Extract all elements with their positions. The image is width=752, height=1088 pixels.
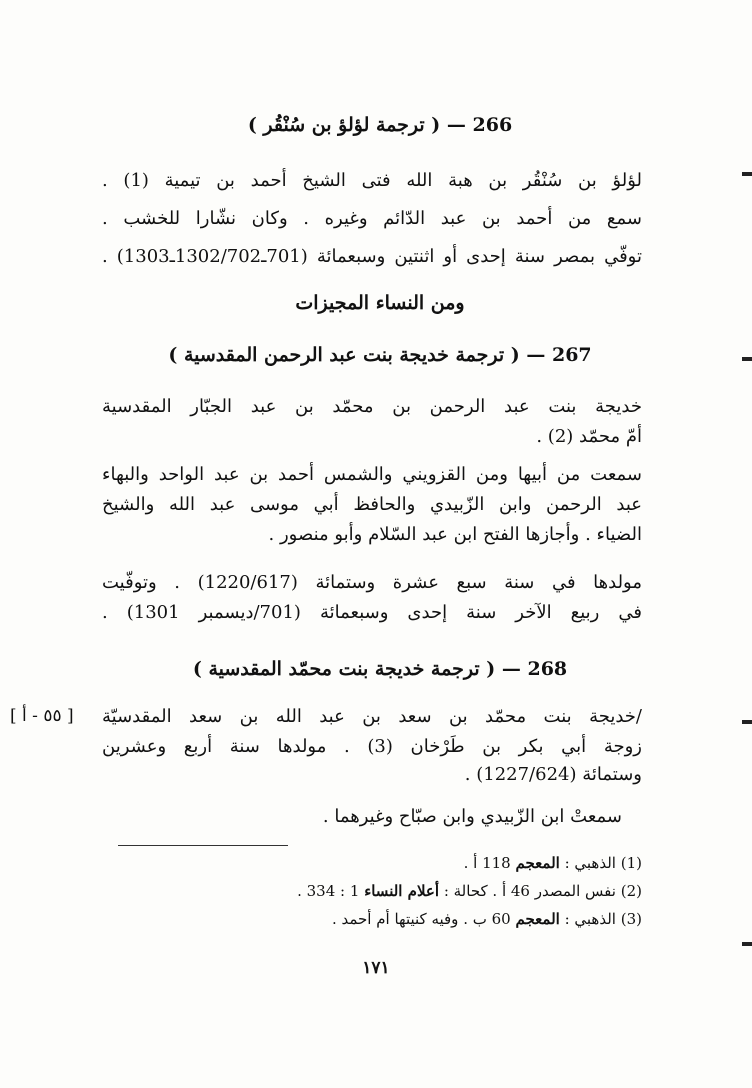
margin-folio-note: [ ٥٥ - أ ] [10, 706, 74, 726]
scan-edge-mark [742, 942, 752, 946]
scan-edge-mark [742, 357, 752, 361]
entry-267-line-1: خديجة بنت عبد الرحمن بن محمّد بن عبد الجبّار المقدسية [102, 396, 642, 417]
footnote-1-number: (1) [620, 854, 642, 872]
footnote-1-pre: الذهبي : [559, 854, 616, 872]
entry-267-line-6: مولدها في سنة سبع عشرة وستمائة (1220/617) . وتوفّيت [102, 572, 642, 593]
entry-268-heading: 268 — ( ترجمة خديجة بنت محمّد المقدسية ) [192, 658, 568, 680]
footnote-3-post: 60 ب . وفيه كنيتها أم أحمد . [331, 910, 516, 928]
page-number: ١٧١ [362, 958, 390, 978]
entry-266-heading: 266 — ( ترجمة لؤلؤ بن سُنْقُر ) [247, 114, 513, 136]
footnote-2-post: 1 : 334 . [297, 882, 365, 900]
entry-268-line-1: /خديجة بنت محمّد بن سعد بن عبد الله بن سعد المقدسيّة [102, 706, 642, 727]
footnote-2 [297, 882, 642, 900]
footnote-divider [118, 845, 288, 846]
footnote-2-number: (2) [620, 882, 642, 900]
entry-268-line-3: وستمائة (1227/624) . [464, 764, 642, 785]
footnote-1 [464, 854, 642, 872]
entry-267-line-7: في ربيع الآخر سنة إحدى وسبعمائة (701/ديسمبر 1301) . [102, 602, 643, 623]
section-title: ومن النساء المجيزات [295, 292, 465, 314]
entry-266-line-3: توفّي بمصر سنة إحدى أو اثنتين وسبعمائة (701ـ1302/702ـ1303) . [102, 246, 642, 267]
footnote-2-title: أعلام النساء [364, 882, 440, 900]
footnote-2-pre: نفس المصدر 46 أ . كحالة : [439, 882, 616, 900]
entry-267-heading: 267 — ( ترجمة خديجة بنت عبد الرحمن المقدسية ) [168, 344, 592, 366]
footnote-3-title: المعجم [515, 910, 560, 928]
entry-267-line-2: أمّ محمّد (2) . [536, 426, 642, 447]
footnote-3 [332, 910, 642, 928]
scan-edge-mark [742, 720, 752, 724]
entry-266-line-1: لؤلؤ بن سُنْقُر بن هبة الله فتى الشيخ أحمد بن تيمية (1) . [102, 170, 642, 191]
entry-267-line-5: الضياء . وأجازها الفتح ابن عبد السّلام وأبو منصور . [268, 524, 642, 545]
entry-267-line-3: سمعت من أبيها ومن القزويني والشمس أحمد بن عبد الواحد والبهاء [102, 464, 642, 485]
entry-267-line-4: عبد الرحمن وابن الزّبيدي والحافظ أبي موسى عبد الله والشيخ [102, 494, 642, 515]
footnote-1-title: المعجم [515, 854, 560, 872]
entry-268-line-2: زوجة أبي بكر بن طَرْخان (3) . مولدها سنة أربع وعشرين [102, 736, 642, 757]
footnote-3-pre: الذهبي : [559, 910, 616, 928]
footnote-1-post: 118 أ . [463, 854, 516, 872]
entry-268-line-4: سمعتْ ابن الزّبيدي وابن صبّاح وغيرهما . [322, 806, 622, 827]
footnote-3-number: (3) [620, 910, 642, 928]
entry-266-line-2: سمع من أحمد بن عبد الدّائم وغيره . وكان نشّارا للخشب . [102, 208, 642, 229]
scan-edge-mark [742, 172, 752, 176]
